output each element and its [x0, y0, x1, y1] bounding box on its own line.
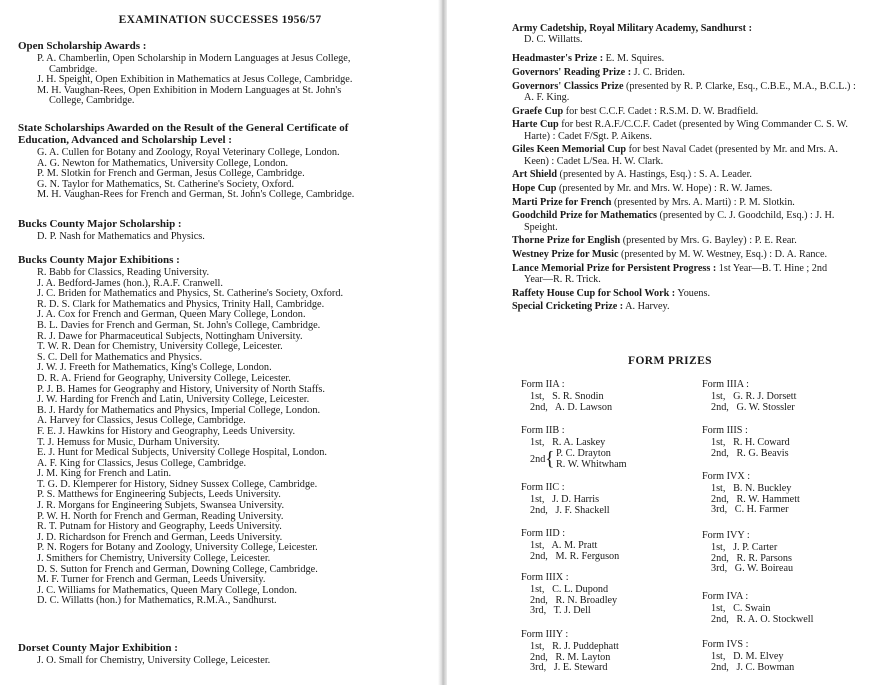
left-page: [0, 0, 440, 685]
tied-name: R. W. Whitwham: [556, 458, 627, 470]
form-row: 2nd, R. W. Hammett: [711, 493, 800, 505]
prize-detail: 1st Year—B. T. Hine ; 2nd: [716, 262, 828, 274]
prize-title: Special Cricketing Prize :: [512, 301, 624, 313]
prize-title: Art Shield: [512, 169, 557, 181]
brace-icon: {: [545, 447, 555, 470]
entry-list: [37, 268, 418, 607]
prize-title: Westney Prize for Music: [512, 248, 619, 260]
form-name: Form IVY :: [702, 530, 750, 541]
list-item: B. J. Hardy for Mathematics and Physics, Imperial College, London.: [37, 404, 321, 416]
form-row: 2nd, R. M. Layton: [530, 651, 611, 663]
prize-continuation: D. C. Willatts.: [524, 34, 583, 46]
list-item: College, Cambridge.: [49, 95, 135, 107]
list-item: G. N. Taylor for Mathematics, St. Catherine's Society, Oxford.: [37, 178, 295, 190]
tied-position: 2nd: [530, 453, 546, 465]
prize-title: Lance Memorial Prize for Persistent Progress :: [512, 262, 717, 274]
section-heading: Bucks County Major Exhibitions :: [18, 254, 180, 266]
list-item: P. J. B. Hames for Geography and History, University of North Staffs.: [37, 383, 325, 395]
prize-item: [512, 235, 882, 246]
list-item: B. L. Davies for French and German, St. John's College, Cambridge.: [37, 319, 321, 331]
form-name: Form IIIX :: [521, 572, 569, 583]
list-item: M. H. Vaughan-Rees, Open Exhibition in Modern Languages at St. John's: [37, 84, 342, 96]
prize-title: Thorne Prize for English: [512, 235, 621, 247]
prize-detail: (presented by R. P. Clarke, Esq., C.B.E., M.A., B.C.L.) :: [623, 80, 856, 92]
section-open-scholarships: [18, 40, 418, 107]
form-row: 1st, C. L. Dupond: [530, 583, 609, 595]
form-name: Form IIIY :: [521, 629, 569, 640]
list-item: A. G. Newton for Mathematics, University College, London.: [37, 157, 289, 169]
list-item: A. Harvey for Classics, Jesus College, Cambridge.: [37, 415, 246, 427]
prize-detail: (presented by C. J. Goodchild, Esq.) : J. H.: [656, 210, 835, 222]
prize-continuation: Year—R. R. Trick.: [524, 273, 601, 285]
prize-detail: (presented by M. W. Westney, Esq.) : D. A. Rance.: [618, 248, 828, 260]
entry-list: [37, 54, 418, 107]
prize-continuation: A. F. King.: [524, 92, 570, 104]
form-row: 1st, R. H. Coward: [711, 436, 790, 448]
prize-title: Hope Cup: [512, 182, 557, 194]
form-group: [702, 472, 800, 516]
form-row: 1st, C. Swain: [711, 602, 771, 614]
page-title: EXAMINATION SUCCESSES 1956/57: [118, 14, 322, 26]
prize-title: Raffety House Cup for School Work :: [512, 287, 676, 299]
form-name: Form IIB :: [521, 425, 565, 436]
list-item: J. W. J. Freeth for Mathematics, King's College, London.: [37, 362, 272, 374]
prize-continuation: Keen) : Cadet L/Sea. H. W. Clark.: [524, 155, 664, 167]
form-row: 1st, R. J. Puddephatt: [530, 640, 619, 652]
form-name: Form IVS :: [702, 639, 749, 650]
form-name: Form IID :: [521, 528, 566, 539]
section-bucks-scholarship: [18, 218, 418, 243]
list-item: A. F. King for Classics, Jesus College, Cambridge.: [37, 457, 247, 469]
prize-item: [512, 288, 882, 299]
list-item: J. Smithers for Chemistry, University College, Leicester.: [37, 553, 271, 565]
list-item: F. E. J. Hawkins for History and Geography, Leeds University.: [37, 425, 296, 437]
prize-item: [512, 301, 882, 312]
list-item: S. C. Dell for Mathematics and Physics.: [37, 351, 203, 363]
prize-detail: for best C.C.F. Cadet : R.S.M. D. W. Bradfield.: [563, 105, 759, 117]
form-row: 1st, G. R. J. Dorsett: [711, 390, 797, 402]
list-item: E. J. Hunt for Medical Subjects, University College Hospital, London.: [37, 447, 327, 459]
prize-detail: (presented by Mrs. A. Marti) : P. M. Slotkin.: [611, 196, 795, 208]
form-row: 2nd, A. D. Lawson: [530, 401, 613, 413]
list-item: D. R. A. Friend for Geography, University College, Leicester.: [37, 372, 291, 384]
form-row: 1st, S. R. Snodin: [530, 390, 604, 402]
prize-item: [512, 183, 882, 194]
prize-title: Goodchild Prize for Mathematics: [512, 210, 657, 222]
form-row: 1st, A. M. Pratt: [530, 539, 598, 551]
section-dorset-exhibition: [18, 642, 418, 667]
form-group: [702, 531, 793, 575]
list-item: P. S. Matthews for Engineering Subjects, Leeds University.: [37, 489, 281, 501]
form-group: [521, 380, 612, 413]
list-item: D. C. Willatts (hon.) for Mathematics, R.M.A., Sandhurst.: [37, 595, 277, 607]
form-row: 3rd, J. E. Steward: [530, 662, 608, 674]
list-item: P. M. Slotkin for French and German, Jesus College, Cambridge.: [37, 168, 305, 180]
form-name: Form IVA :: [702, 591, 749, 602]
prize-item: [512, 249, 882, 260]
form-row: 1st, D. M. Elvey: [711, 650, 784, 662]
prize-item: [512, 263, 882, 285]
list-item: J. H. Speight, Open Exhibition in Mathematics at Jesus College, Cambridge.: [37, 74, 353, 86]
prize-detail: (presented by Mrs. G. Bayley) : P. E. Rear.: [620, 235, 797, 247]
prize-continuation: Speight.: [524, 221, 558, 233]
prize-item: [512, 210, 882, 232]
list-item: D. P. Nash for Mathematics and Physics.: [37, 231, 205, 242]
list-item: M. H. Vaughan-Rees for French and German, St. John's College, Cambridge.: [37, 189, 355, 201]
tied-name: P. C. Drayton: [556, 447, 611, 459]
form-prizes-title: FORM PRIZES: [628, 355, 712, 367]
section-heading: Bucks County Major Scholarship :: [18, 218, 182, 230]
form-row: 2nd, R. N. Broadley: [530, 594, 618, 606]
list-item: R. D. S. Clark for Mathematics and Physics, Trinity Hall, Cambridge.: [37, 298, 325, 310]
form-row: 2nd, R. R. Parsons: [711, 552, 792, 564]
list-item: J. D. Richardson for French and German, Leeds University.: [37, 531, 283, 543]
form-row: 2nd, R. A. O. Stockwell: [711, 613, 814, 625]
form-row: 1st, J. P. Carter: [711, 541, 778, 553]
prize-continuation: Harte) : Cadet F/Sgt. P. Aikens.: [524, 130, 652, 142]
form-row: 1st, B. N. Buckley: [711, 482, 792, 494]
list-item: P. A. Chamberlin, Open Scholarship in Modern Languages at Jesus College,: [37, 53, 351, 64]
list-item: J. R. Morgans for Engineering Subjets, Swansea University.: [37, 500, 285, 512]
list-item: R. Babb for Classics, Reading University.: [37, 267, 210, 278]
list-item: P. W. H. North for French and German, Reading University.: [37, 510, 284, 522]
form-row: 2nd, G. W. Stossler: [711, 401, 795, 413]
list-item: J. O. Small for Chemistry, University College, Leicester.: [37, 655, 271, 666]
prize-item: [512, 81, 882, 103]
entry-list: [37, 148, 398, 201]
prize-title: Army Cadetship, Royal Military Academy, Sandhurst :: [512, 23, 752, 34]
prize-title: Graefe Cup: [512, 105, 564, 117]
prize-item: [512, 106, 882, 117]
section-bucks-exhibitions: [18, 254, 418, 607]
form-group: [702, 592, 813, 625]
prize-item: [512, 53, 882, 64]
prize-detail: J. C. Briden.: [631, 67, 685, 79]
list-item: T. G. D. Klemperer for History, Sidney Sussex College, Cambridge.: [37, 478, 318, 490]
entry-list: [37, 232, 418, 243]
list-item: J. W. Harding for French and Latin, University College, Leicester.: [37, 394, 310, 406]
prize-detail: (presented by Mr. and Mrs. W. Hope) : R. W. James.: [556, 182, 773, 194]
prize-title: Giles Keen Memorial Cup: [512, 144, 627, 156]
list-item: J. M. King for French and Latin.: [37, 468, 172, 480]
list-item: R. T. Putnam for History and Geography, Leeds University.: [37, 521, 282, 533]
form-row: 2nd, J. F. Shackell: [530, 504, 610, 516]
form-group: [702, 640, 794, 673]
form-group: [702, 426, 790, 459]
list-item: G. A. Cullen for Botany and Zoology, Royal Veterinary College, London.: [37, 147, 340, 158]
form-row: 2nd, J. C. Bowman: [711, 661, 795, 673]
form-name: Form IIIS :: [702, 425, 748, 436]
form-row: 2nd, M. R. Ferguson: [530, 550, 620, 562]
form-row: 3rd, T. J. Dell: [530, 605, 591, 617]
prize-detail: for best R.A.F./C.C.F. Cadet (presented by Wing Commander C. S. W.: [558, 119, 848, 131]
section-state-scholarships: [18, 122, 398, 201]
form-group: [702, 380, 796, 413]
prize-title: Harte Cup: [512, 119, 559, 131]
prize-list: [512, 23, 882, 315]
prize-title: Marti Prize for French: [512, 196, 612, 208]
prize-detail: E. M. Squires.: [603, 53, 665, 65]
list-item: Cambridge.: [49, 63, 98, 75]
right-page: [447, 0, 893, 685]
prize-item: [512, 67, 882, 78]
list-item: J. A. Bedford-James (hon.), R.A.F. Cranwell.: [37, 277, 223, 289]
form-row: 2nd, R. G. Beavis: [711, 447, 789, 459]
prize-detail: Youens.: [675, 287, 711, 299]
prize-item: [512, 144, 882, 166]
entry-list: [37, 656, 418, 667]
prize-item: [512, 197, 882, 208]
prize-title: Governors' Classics Prize: [512, 80, 624, 92]
form-name: Form IVX :: [702, 471, 751, 482]
prize-title: Governors' Reading Prize :: [512, 67, 632, 79]
prize-detail: A. Harvey.: [623, 301, 670, 313]
book-gutter: [438, 0, 447, 685]
form-name: Form IIA :: [521, 379, 565, 390]
prize-item: [512, 23, 882, 45]
list-item: J. C. Williams for Mathematics, Queen Mary College, London.: [37, 584, 297, 596]
list-item: J. A. Cox for French and German, Queen Mary College, London.: [37, 309, 306, 321]
form-name: Form IIC :: [521, 482, 565, 493]
list-item: P. N. Rogers for Botany and Zoology, University College, Leicester.: [37, 542, 318, 554]
form-group: [521, 425, 627, 471]
section-heading: Open Scholarship Awards :: [18, 40, 147, 52]
list-item: J. C. Briden for Mathematics and Physics, St. Catherine's Society, Oxford.: [37, 288, 344, 300]
prize-detail: (presented by A. Hastings, Esq.) : S. A. Leader.: [557, 169, 752, 181]
form-row: 1st, J. D. Harris: [530, 493, 600, 505]
list-item: D. S. Sutton for French and German, Downing College, Cambridge.: [37, 563, 318, 575]
form-name: Form IIIA :: [702, 379, 749, 390]
list-item: R. J. Dawe for Pharmaceutical Subjects, Nottingham University.: [37, 330, 303, 342]
form-row: 1st, R. A. Laskey: [530, 436, 606, 448]
prize-detail: for best Naval Cadet (presented by Mr. and Mrs. A.: [626, 144, 838, 156]
list-item: M. F. Turner for French and German, Leeds University.: [37, 574, 266, 586]
prize-title: Headmaster's Prize :: [512, 53, 604, 65]
prize-item: [512, 119, 882, 141]
tied-row: [521, 447, 627, 471]
form-group: [521, 529, 619, 562]
form-group: [521, 573, 617, 617]
list-item: T. J. Hemuss for Music, Durham University.: [37, 436, 220, 448]
form-group: [521, 483, 610, 516]
form-row: 3rd, C. H. Farmer: [711, 504, 789, 516]
section-heading: Dorset County Major Exhibition :: [18, 642, 178, 654]
section-heading: State Scholarships Awarded on the Result of the General Certificate of Education, Advanced and Scholarship Level :: [18, 122, 349, 146]
form-row: 3rd, G. W. Boireau: [711, 563, 794, 575]
form-group: [521, 630, 619, 674]
prize-item: [512, 169, 882, 180]
list-item: T. W. R. Dean for Chemistry, University College, Leicester.: [37, 341, 283, 353]
